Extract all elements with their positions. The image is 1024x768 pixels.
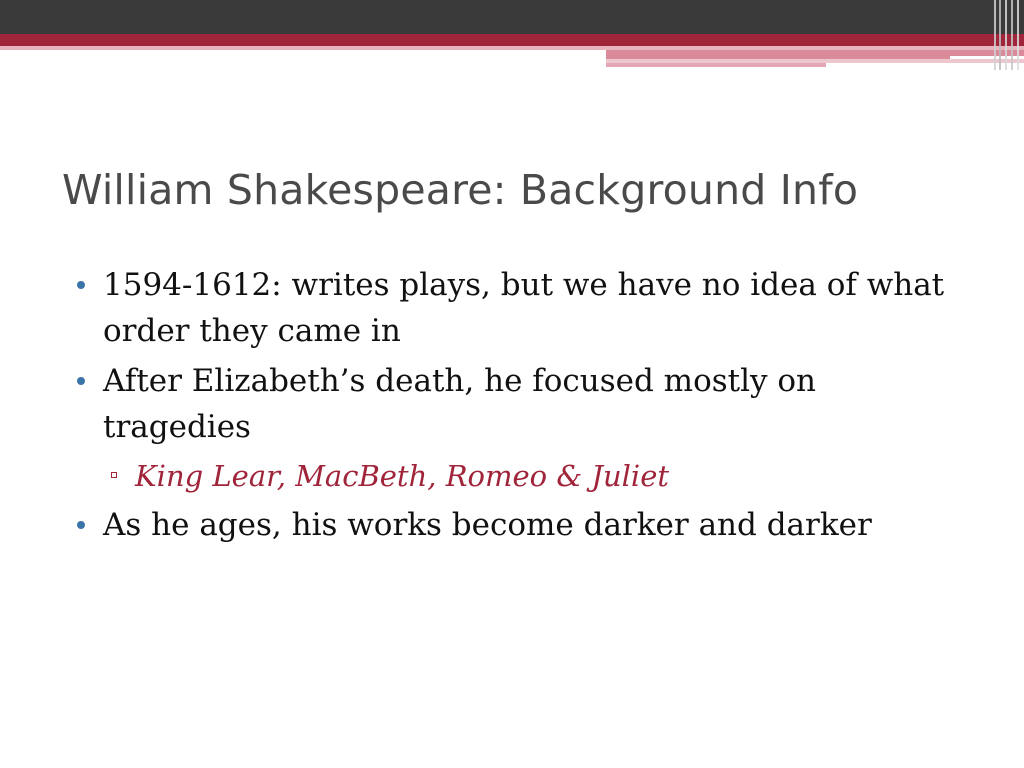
square-bullet-icon bbox=[111, 472, 117, 478]
sub-bullet-list bbox=[72, 454, 972, 498]
slide-title: William Shakespeare: Background Info bbox=[62, 166, 859, 214]
top-banner-red-stripe bbox=[0, 34, 1024, 46]
top-banner-dark bbox=[0, 0, 1024, 34]
bullet-item bbox=[72, 358, 972, 450]
banner-rib-decoration bbox=[994, 0, 1024, 70]
bullet-text: As he ages, his works become darker and darker bbox=[103, 507, 872, 543]
bullet-item bbox=[72, 502, 972, 548]
bullet-dot-icon bbox=[77, 521, 85, 529]
bullet-dot-icon bbox=[77, 281, 85, 289]
bullet-list-continued bbox=[72, 502, 972, 548]
bullet-text: After Elizabeth’s death, he focused mostly on tragedies bbox=[103, 363, 817, 445]
bullet-dot-icon bbox=[77, 377, 85, 385]
slide-content bbox=[72, 262, 972, 552]
banner-pink-strip-short bbox=[606, 63, 826, 67]
bullet-text: 1594-1612: writes plays, but we have no idea of what order they came in bbox=[103, 267, 945, 349]
sub-bullet-item bbox=[103, 454, 972, 498]
sub-bullet-text: King Lear, MacBeth, Romeo & Juliet bbox=[135, 459, 670, 493]
bullet-list bbox=[72, 262, 972, 450]
bullet-item bbox=[72, 262, 972, 354]
